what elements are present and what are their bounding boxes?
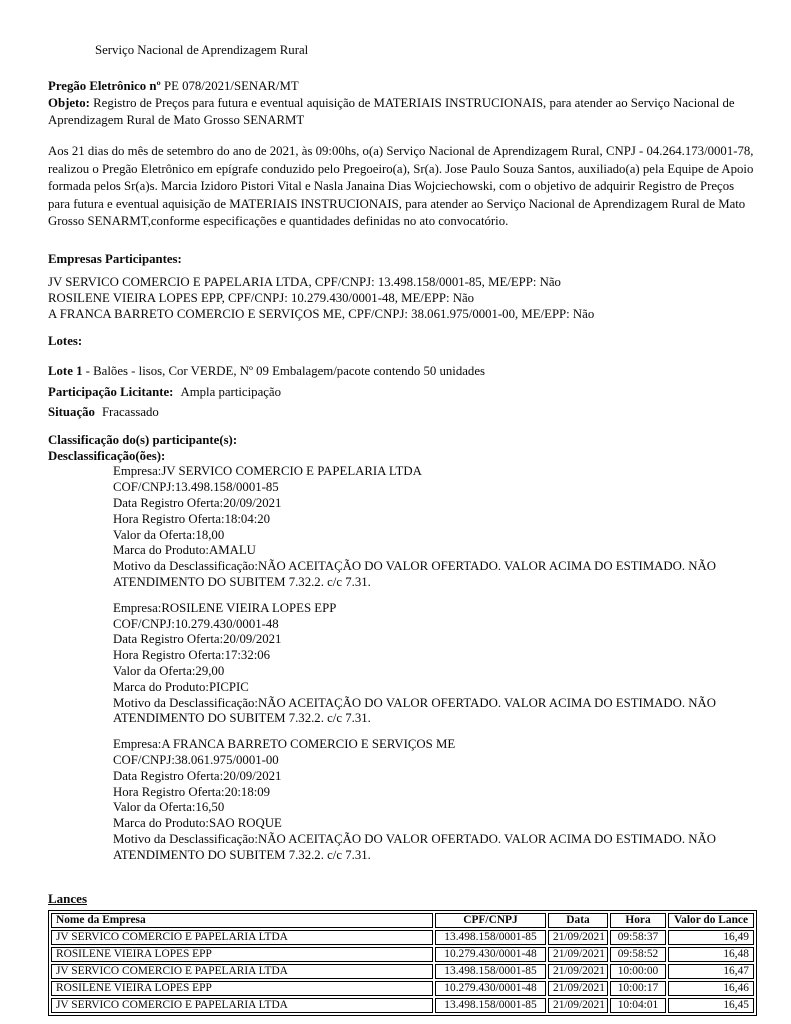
hora-registro-line: Hora Registro Oferta:17:32:06 [113,648,271,663]
lote-label: Lote 1 [48,364,83,379]
column-header-nome: Nome da Empresa [51,913,433,928]
objeto-line [48,95,755,129]
cell-valor: 16,49 [668,930,754,945]
cell-nome: JV SERVICO COMERCIO E PAPELARIA LTDA [51,930,433,945]
data-registro-line: Data Registro Oferta:20/09/2021 [113,495,282,510]
cell-hora: 09:58:37 [610,930,666,945]
situacao-line [48,404,755,420]
cell-hora: 09:58:52 [610,947,666,962]
table-row [51,998,754,1013]
cell-nome: ROSILENE VIEIRA LOPES EPP [51,981,433,996]
motivo-line: Motivo da Desclassificação:NÃO ACEITAÇÃO DO VALOR OFERTADO. VALOR ACIMA DO ESTIMADO. NÃO ATENDIMENTO DO SUBITEM 7.32.2. c/c 7.31. [113,695,717,726]
valor-oferta-line: Valor da Oferta:29,00 [113,663,225,678]
cell-data: 21/09/2021 [548,930,608,945]
hora-registro-line: Hora Registro Oferta:18:04:20 [113,511,271,526]
table-header-row [51,913,754,928]
situacao-value: Fracassado [101,405,159,420]
table-row [51,981,754,996]
data-registro-line: Data Registro Oferta:20/09/2021 [113,632,282,647]
cell-data: 21/09/2021 [548,964,608,979]
empresa-line: Empresa:ROSILENE VIEIRA LOPES EPP [113,600,337,615]
valor-oferta-line: Valor da Oferta:16,50 [113,800,225,815]
table-row [51,964,754,979]
marca-produto-line: Marca do Produto:PICPIC [113,679,249,694]
column-header-valor: Valor do Lance [668,913,754,928]
marca-produto-line: Marca do Produto:AMALU [113,543,256,558]
objeto-label: Objeto: [48,96,90,110]
participant-line: A FRANCA BARRETO COMERCIO E SERVIÇOS ME, CPF/CNPJ: 38.061.975/0001-00, ME/EPP: Não [48,307,595,322]
cell-valor: 16,45 [668,998,754,1013]
valor-oferta-line: Valor da Oferta:18,00 [113,527,225,542]
lances-heading: Lances [48,890,87,906]
cell-data: 21/09/2021 [548,998,608,1013]
objeto-value: Registro de Preços para futura e eventual aquisição de MATERIAIS INSTRUCIONAIS, para atender ao Serviço Nacional de Aprendizagem Rural de Mato Grosso SENARMT [48,96,735,127]
cell-hora: 10:04:01 [610,998,666,1013]
pregao-title-block [48,78,755,129]
table-row [51,930,754,945]
hora-registro-line: Hora Registro Oferta:20:18:09 [113,784,271,799]
participant-line: JV SERVICO COMERCIO E PAPELARIA LTDA, CPF/CNPJ: 13.498.158/0001-85, ME/EPP: Não [48,274,561,289]
cell-cnpj: 13.498.158/0001-85 [435,930,546,945]
participacao-line [48,384,755,400]
motivo-line: Motivo da Desclassificação:NÃO ACEITAÇÃO DO VALOR OFERTADO. VALOR ACIMA DO ESTIMADO. NÃO ATENDIMENTO DO SUBITEM 7.32.2. c/c 7.31. [113,831,717,862]
desclassificacao-block [113,601,755,727]
marca-produto-line: Marca do Produto:SAO ROQUE [113,816,282,831]
cell-cnpj: 10.279.430/0001-48 [435,947,546,962]
cell-cnpj: 13.498.158/0001-85 [435,998,546,1013]
lotes-heading: Lotes: [48,334,83,349]
participant-line: ROSILENE VIEIRA LOPES EPP, CPF/CNPJ: 10.279.430/0001-48, ME/EPP: Não [48,290,475,305]
data-registro-line: Data Registro Oferta:20/09/2021 [113,768,282,783]
column-header-data: Data [548,913,608,928]
desclassificacao-heading: Desclassificação(ões): [48,449,166,464]
cnpj-line: COF/CNPJ:13.498.158/0001-85 [113,480,279,495]
lote-line [48,363,755,379]
lote-description: - Balões - lisos, Cor VERDE, Nº 09 Embalagem/pacote contendo 50 unidades [82,364,485,379]
desclassificacao-block [113,464,755,590]
cell-nome: JV SERVICO COMERCIO E PAPELARIA LTDA [51,964,433,979]
desclassificacao-blocks [48,464,755,863]
cell-hora: 10:00:00 [610,964,666,979]
cnpj-line: COF/CNPJ:10.279.430/0001-48 [113,616,279,631]
column-header-cnpj: CPF/CNPJ [435,913,546,928]
intro-paragraph: Aos 21 dias do mês de setembro do ano de 2021, às 09:00hs, o(a) Serviço Nacional de Aprendizagem Rural, CNPJ - 04.264.173/0001-78, realizou o Pregão Eletrônico em epígrafe conduzido pelo Pregoeiro(a), Sr(a). Jose Paulo Souza Santos, auxiliado(a) pela Equipe de Apoio formada pelos Sr(a)s. Marcia Izidoro Pistori Vital e Nasla Janaina Dias Wojciechowski, com o objetivo de adquirir Registro de Preços para futura e eventual aquisição de MATERIAIS INSTRUCIONAIS, para atender ao Serviço Nacional de Aprendizagem Rural de Mato Grosso SENARMT,conforme especificações e quantidades definidas no ato convocatório. [48,144,754,228]
cell-nome: ROSILENE VIEIRA LOPES EPP [51,947,433,962]
table-row [51,947,754,962]
pregao-number-line [48,78,755,95]
cell-valor: 16,47 [668,964,754,979]
pregao-value: PE 078/2021/SENAR/MT [160,79,299,93]
pregao-label: Pregão Eletrônico nº [48,79,161,93]
cell-nome: JV SERVICO COMERCIO E PAPELARIA LTDA [51,998,433,1013]
cell-cnpj: 10.279.430/0001-48 [435,981,546,996]
lances-table [48,910,757,1016]
participacao-label: Participação Licitante: [48,384,174,399]
participacao-value: Ampla participação [180,384,282,399]
cell-hora: 10:00:17 [610,981,666,996]
cell-valor: 16,48 [668,947,754,962]
situacao-label: Situação [48,405,95,420]
desclassificacao-block [113,737,755,863]
empresa-line: Empresa:JV SERVICO COMERCIO E PAPELARIA LTDA [113,464,422,479]
cnpj-line: COF/CNPJ:38.061.975/0001-00 [113,752,279,767]
cell-cnpj: 13.498.158/0001-85 [435,964,546,979]
participants-heading: Empresas Participantes: [48,251,182,266]
cell-data: 21/09/2021 [548,947,608,962]
cell-data: 21/09/2021 [548,981,608,996]
motivo-line: Motivo da Desclassificação:NÃO ACEITAÇÃO DO VALOR OFERTADO. VALOR ACIMA DO ESTIMADO. NÃO ATENDIMENTO DO SUBITEM 7.32.2. c/c 7.31. [113,559,717,589]
column-header-hora: Hora [610,913,666,928]
cell-valor: 16,46 [668,981,754,996]
letterhead: Serviço Nacional de Aprendizagem Rural [95,43,309,57]
participants-list [48,274,755,323]
empresa-line: Empresa:A FRANCA BARRETO COMERCIO E SERVIÇOS ME [113,737,456,752]
classificacao-heading: Classificação do(s) participante(s): [48,433,238,448]
